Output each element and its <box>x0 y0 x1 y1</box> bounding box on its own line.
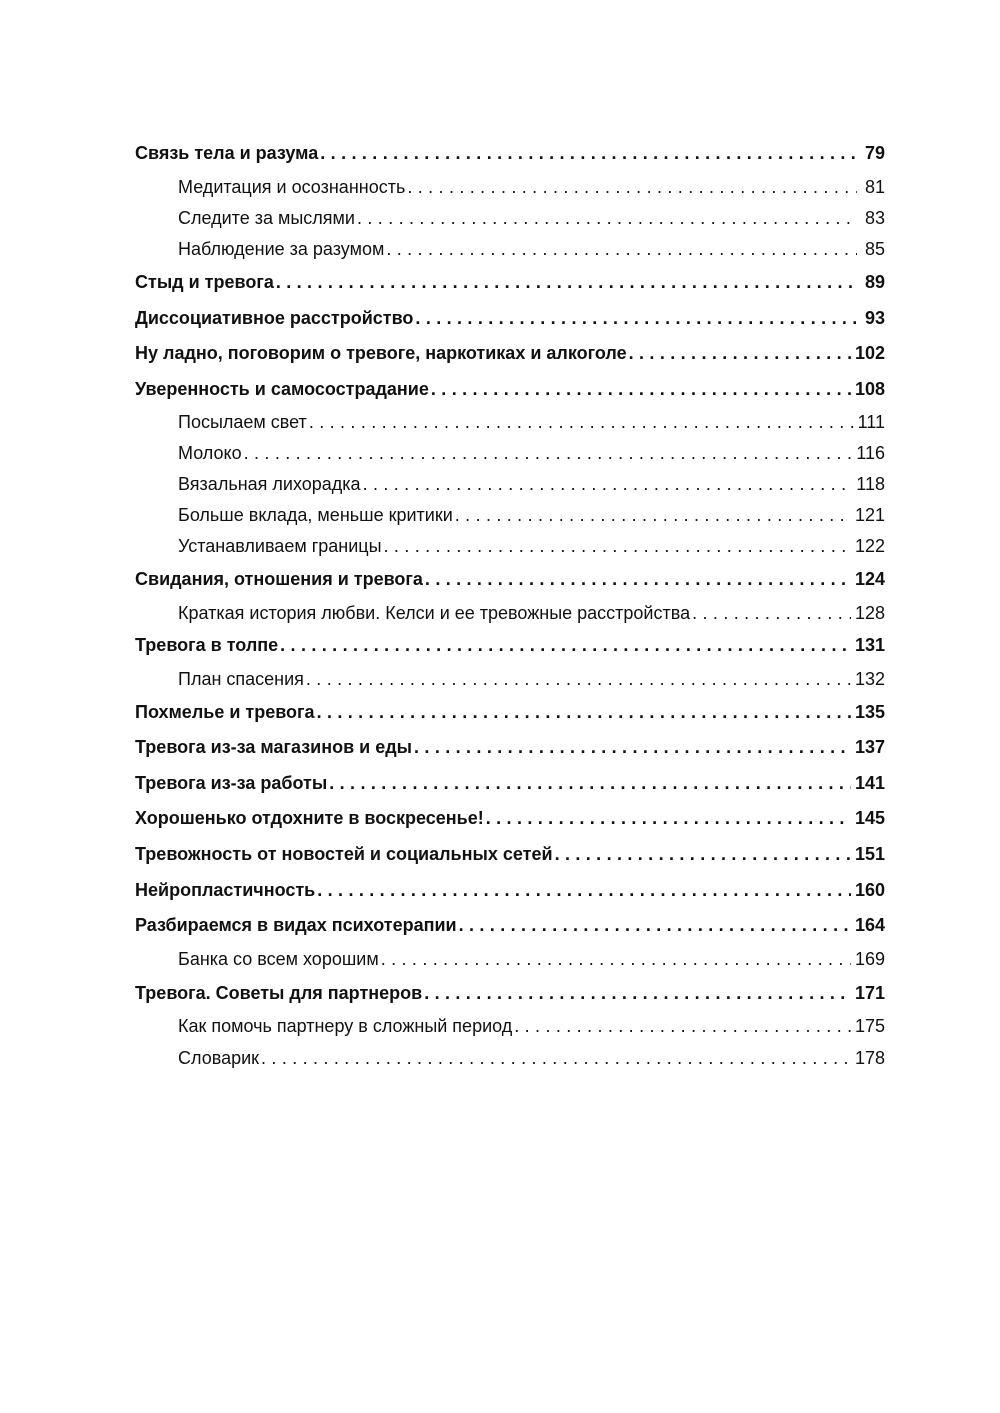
toc-entry[interactable] <box>135 737 885 763</box>
dot-leader <box>309 412 854 433</box>
toc-entry-page: 108 <box>854 379 885 399</box>
dot-leader <box>455 505 851 526</box>
toc-entry-title: Диссоциативное расстройство <box>135 308 414 328</box>
toc-entry[interactable] <box>135 844 885 870</box>
dot-leader <box>384 536 851 557</box>
toc-entry-title: Тревога в толпе <box>135 635 279 655</box>
toc-entry-title: Связь тела и разума <box>135 143 319 163</box>
dot-leader <box>363 474 853 495</box>
dot-leader <box>414 737 851 758</box>
toc-entry[interactable] <box>135 983 885 1009</box>
toc-entry[interactable] <box>135 474 885 500</box>
toc-entry[interactable] <box>135 208 885 234</box>
toc-entry-title: Устанавливаем границы <box>178 536 382 556</box>
toc-entry-title: Тревожность от новостей и социальных сетей <box>135 844 553 864</box>
dot-leader <box>486 808 851 829</box>
toc-entry-title: Свидания, отношения и тревога <box>135 569 423 589</box>
toc-entry[interactable] <box>135 239 885 265</box>
toc-entry[interactable] <box>135 505 885 531</box>
toc-entry[interactable] <box>135 949 885 975</box>
toc-entry[interactable] <box>135 1016 885 1042</box>
toc-entry[interactable] <box>135 412 885 438</box>
toc-entry[interactable] <box>135 272 885 298</box>
dot-leader <box>276 272 857 293</box>
dot-leader <box>424 983 851 1004</box>
toc-entry-page: 164 <box>854 915 885 935</box>
toc-entry-page: 89 <box>864 272 885 292</box>
dot-leader <box>320 143 857 164</box>
dot-leader <box>317 702 851 723</box>
toc-entry-page: 178 <box>854 1048 885 1068</box>
toc-entry[interactable] <box>135 443 885 469</box>
toc-entry-page: 122 <box>854 536 885 556</box>
dot-leader <box>357 208 857 229</box>
toc-entry[interactable] <box>135 177 885 203</box>
toc-entry-title: Стыд и тревога <box>135 272 274 292</box>
dot-leader <box>386 239 857 260</box>
toc-entry[interactable] <box>135 635 885 661</box>
toc-entry[interactable] <box>135 536 885 562</box>
toc-entry-page: 141 <box>854 773 885 793</box>
toc-entry[interactable] <box>135 308 885 334</box>
toc-entry-title: Больше вклада, меньше критики <box>178 505 453 525</box>
toc-entry-page: 102 <box>854 343 885 363</box>
toc-entry-page: 79 <box>864 143 885 163</box>
dot-leader <box>555 844 851 865</box>
toc-entry-page: 151 <box>854 844 885 864</box>
toc-entry-page: 124 <box>854 569 885 589</box>
dot-leader <box>329 773 851 794</box>
toc-entry-title: Тревога. Советы для партнеров <box>135 983 423 1003</box>
toc-entry[interactable] <box>135 343 885 369</box>
toc-entry[interactable] <box>135 143 885 169</box>
toc-entry-page: 85 <box>864 239 885 259</box>
toc-entry[interactable] <box>135 808 885 834</box>
toc-entry-page: 116 <box>856 443 885 463</box>
toc-entry-title: Словарик <box>178 1048 260 1068</box>
toc-entry-title: Тревога из-за работы <box>135 773 328 793</box>
toc-entry-page: 128 <box>854 603 885 623</box>
toc-entry-title: Похмелье и тревога <box>135 702 315 722</box>
toc-entry-title: Молоко <box>178 443 242 463</box>
toc-entry[interactable] <box>135 569 885 595</box>
toc-entry-page: 131 <box>854 635 885 655</box>
dot-leader <box>407 177 857 198</box>
toc-entry-page: 169 <box>854 949 885 969</box>
toc-entry-page: 137 <box>854 737 885 757</box>
toc-entry-title: Краткая история любви. Келси и ее тревожные расстройства <box>178 603 691 623</box>
dot-leader <box>692 603 851 624</box>
dot-leader <box>244 443 853 464</box>
dot-leader <box>306 669 851 690</box>
toc-entry-page: 81 <box>864 177 885 197</box>
toc-entry[interactable] <box>135 880 885 906</box>
toc-entry-title: Банка со всем хорошим <box>178 949 379 969</box>
toc-entry[interactable] <box>135 773 885 799</box>
toc-entry-title: План спасения <box>178 669 304 689</box>
toc-entry-title: Уверенность и самосострадание <box>135 379 429 399</box>
toc-entry-title: Тревога из-за магазинов и еды <box>135 737 413 757</box>
toc-entry-page: 145 <box>854 808 885 828</box>
toc-entry-title: Ну ладно, поговорим о тревоге, наркотиках и алкоголе <box>135 343 627 363</box>
toc-entry-title: Наблюдение за разумом <box>178 239 385 259</box>
dot-leader <box>431 379 851 400</box>
toc-entry-title: Хорошенько отдохните в воскресенье! <box>135 808 484 828</box>
toc-entry-title: Медитация и осознанность <box>178 177 406 197</box>
toc-entry[interactable] <box>135 1048 885 1074</box>
toc-entry-page: 93 <box>864 308 885 328</box>
dot-leader <box>317 880 851 901</box>
toc-entry-title: Как помочь партнеру в сложный период <box>178 1016 513 1036</box>
dot-leader <box>514 1016 851 1037</box>
toc-entry-title: Нейропластичность <box>135 880 316 900</box>
dot-leader <box>261 1048 851 1069</box>
toc-entry-page: 111 <box>857 412 885 432</box>
toc-entry-page: 171 <box>854 983 885 1003</box>
dot-leader <box>629 343 851 364</box>
toc-entry-title: Вязальная лихорадка <box>178 474 361 494</box>
dot-leader <box>459 915 851 936</box>
toc-entry[interactable] <box>135 702 885 728</box>
toc-entry-page: 83 <box>864 208 885 228</box>
toc-entry[interactable] <box>135 915 885 941</box>
toc-entry-page: 118 <box>856 474 885 494</box>
toc-entry-title: Следите за мыслями <box>178 208 355 228</box>
dot-leader <box>415 308 857 329</box>
toc-entry-title: Посылаем свет <box>178 412 307 432</box>
toc-entry[interactable] <box>135 669 885 695</box>
toc-entry-page: 135 <box>854 702 885 722</box>
toc-entry[interactable] <box>135 603 885 629</box>
toc-entry-page: 175 <box>854 1016 885 1036</box>
dot-leader <box>381 949 851 970</box>
toc-entry-title: Разбираемся в видах психотерапии <box>135 915 457 935</box>
toc-entry-page: 121 <box>854 505 885 525</box>
toc-entry[interactable] <box>135 379 885 405</box>
dot-leader <box>280 635 851 656</box>
toc-entry-page: 132 <box>854 669 885 689</box>
dot-leader <box>425 569 851 590</box>
toc-entry-page: 160 <box>854 880 885 900</box>
